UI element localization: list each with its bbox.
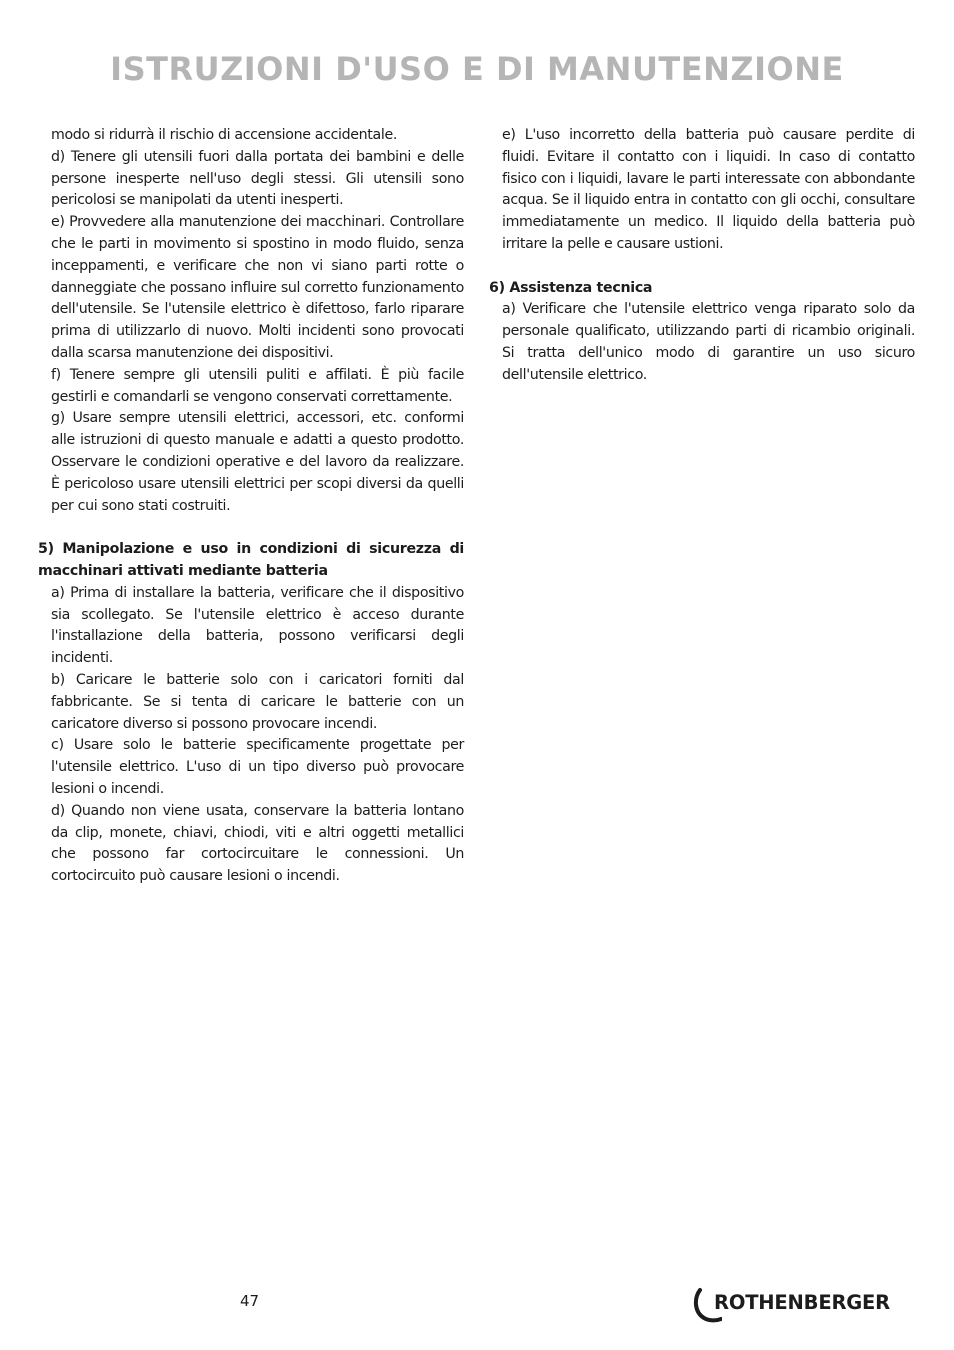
right-column xyxy=(489,125,915,387)
paragraph-children: d) Tenere gli utensili fuori dalla portata dei bambini e delle persone inesperte nell'uso degli stessi. Gli utensili sono pericolosi se manipolati da utenti inesperti. xyxy=(51,148,464,209)
section-spacer xyxy=(38,517,464,539)
paragraph-maintenance: e) Provvedere alla manutenzione dei macchinari. Controllare che le parti in movimento si spostino in modo fluido, senza inceppamenti, e verificare che non vi siano parti rotte o danneggiate che possano influire sul corretto funzionamento dell'utensile. Se l'utensile elettrico è difettoso, farlo riparare prima di utilizzarlo di nuovo. Molti incidenti sono provocati dalla scarsa manutenzione dei dispositivi. xyxy=(51,214,464,361)
paragraph-battery-storage: d) Quando non viene usata, conservare la batteria lontano da clip, monete, chiavi, chiodi, viti e altri oggetti metallici che possono far cortocircuitare le connessioni. Un cortocircuito può causare lesioni o incendi. xyxy=(51,802,464,885)
paragraph-battery-type: c) Usare solo le batterie specificamente progettate per l'utensile elettrico. L'uso di un tipo diverso può provocare lesioni o incendi. xyxy=(51,737,464,797)
paragraph-accidental-start: modo si ridurrà il rischio di accensione accidentale. xyxy=(51,127,397,143)
paragraph-battery-install: a) Prima di installare la batteria, verificare che il dispositivo sia scollegato. Se l'utensile elettrico è acceso durante l'installazione della batteria, possono verificarsi degli incidenti. xyxy=(51,584,464,667)
section-spacer xyxy=(489,256,915,278)
page-number: 47 xyxy=(240,1292,260,1310)
paragraph-clean-tools: f) Tenere sempre gli utensili puliti e affilati. È più facile gestirli e comandarli se vengono conservati correttamente. xyxy=(51,366,464,405)
paragraph-service: a) Verificare che l'utensile elettrico venga riparato solo da personale qualificato, utilizzando parti di ricambio originali. Si tratta dell'unico modo di garantire un uso sicuro dell'utensile elettrico. xyxy=(502,301,915,383)
brand-name: ROTHENBERGER xyxy=(714,1290,890,1314)
section-heading-service: 6) Assistenza tecnica xyxy=(489,279,653,296)
left-column xyxy=(38,125,464,888)
paragraph-battery-fluid: e) L'uso incorretto della batteria può causare perdite di fluidi. Evitare il contatto con i liquidi. In caso di contatto fisico con i liquidi, lavare le parti interessate con abbondante acqua. Se il liquido entra in contatto con gli occhi, consultare immediatamente un medico. Il liquido della batteria può irritare la pelle e causare ustioni. xyxy=(502,127,915,252)
section-heading-battery: 5) Manipolazione e uso in condizioni di sicurezza di macchinari attivati mediante batteria xyxy=(38,541,464,579)
brand-logo xyxy=(692,1285,922,1325)
page-title: ISTRUZIONI D'USO E DI MANUTENZIONE xyxy=(110,50,844,88)
paragraph-battery-charge: b) Caricare le batterie solo con i caricatori forniti dal fabbricante. Se si tenta di caricare le batterie con un caricatore diverso si possono provocare incendi. xyxy=(51,671,464,732)
paragraph-accessories: g) Usare sempre utensili elettrici, accessori, etc. conformi alle istruzioni di questo manuale e adatti a questo prodotto. Osservare le condizioni operative e del lavoro da realizzare. È pericoloso usare utensili elettrici per scopi diversi da quelli per cui sono stati costruiti. xyxy=(51,410,464,514)
